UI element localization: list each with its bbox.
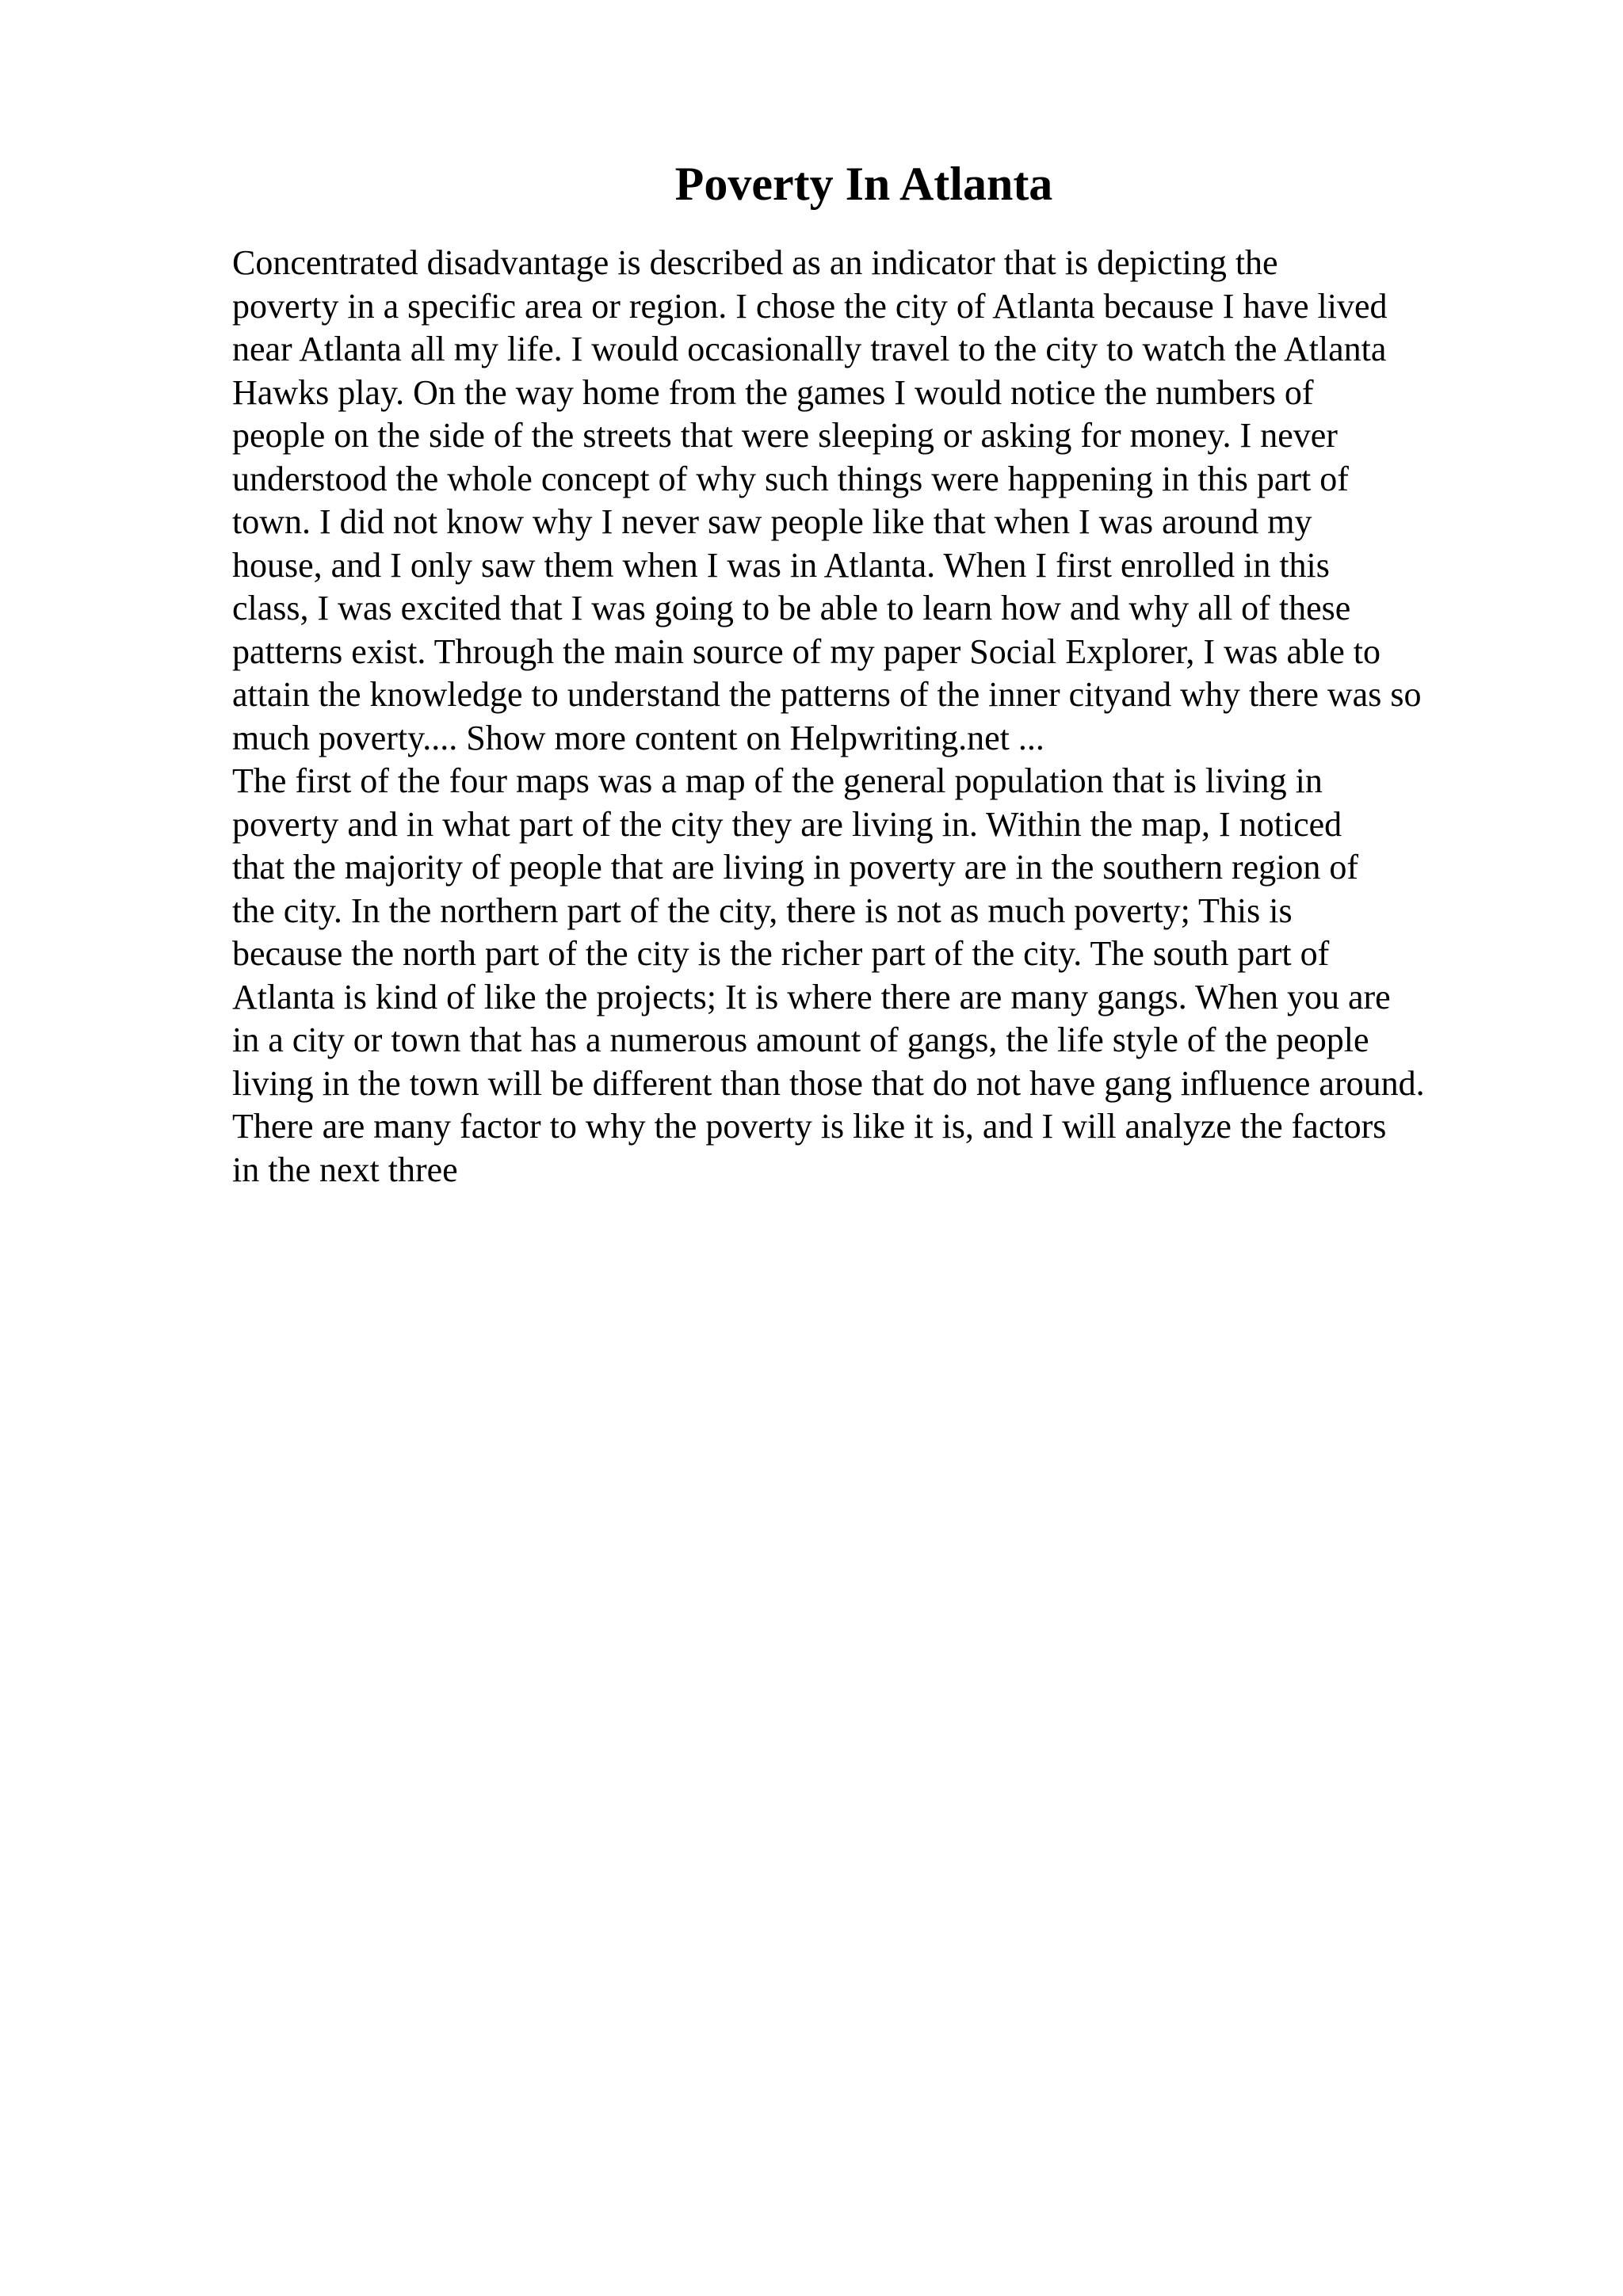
body-line: Hawks play. On the way home from the games I would notice the numbers of	[232, 372, 1314, 412]
body-line: in a city or town that has a numerous amount of gangs, the life style of the people	[232, 1020, 1369, 1059]
body-line: understood the whole concept of why such things were happening in this part of	[232, 459, 1349, 498]
body-line: poverty in a specific area or region. I chose the city of Atlanta because I have lived	[232, 286, 1388, 326]
document-body	[232, 242, 1579, 1192]
body-line: class, I was excited that I was going to be able to learn how and why all of these	[232, 589, 1351, 627]
body-line: There are many factor to why the poverty is like it is, and I will analyze the factors	[232, 1107, 1387, 1146]
body-line: living in the town will be different than those that do not have gang influence around.	[232, 1063, 1425, 1103]
body-line: Atlanta is kind of like the projects; It is where there are many gangs. When you are	[232, 977, 1391, 1016]
body-line: in the next three	[232, 1150, 458, 1189]
body-line: much poverty.... Show more content on Helpwriting.net ...	[232, 718, 1044, 757]
body-line: Concentrated disadvantage is described as an indicator that is depicting the	[232, 243, 1278, 282]
body-line: attain the knowledge to understand the patterns of the inner cityand why there was so	[232, 675, 1422, 714]
body-line: poverty and in what part of the city they are living in. Within the map, I noticed	[232, 804, 1342, 844]
body-line: The first of the four maps was a map of the general population that is living in	[232, 761, 1323, 800]
body-line: house, and I only saw them when I was in Atlanta. When I first enrolled in this	[232, 545, 1330, 585]
body-line: patterns exist. Through the main source of my paper Social Explorer, I was able to	[232, 631, 1381, 671]
body-line: near Atlanta all my life. I would occasionally travel to the city to watch the Atlanta	[232, 330, 1387, 368]
body-line: the city. In the northern part of the city, there is not as much poverty; This is	[232, 891, 1293, 930]
body-line: because the north part of the city is the richer part of the city. The south part of	[232, 934, 1330, 973]
body-line: people on the side of the streets that were sleeping or asking for money. I never	[232, 416, 1338, 455]
document-title: Poverty In Atlanta	[674, 158, 1053, 210]
body-line: town. I did not know why I never saw people like that when I was around my	[232, 502, 1312, 541]
body-line: that the majority of people that are living in poverty are in the southern region of	[232, 848, 1359, 887]
